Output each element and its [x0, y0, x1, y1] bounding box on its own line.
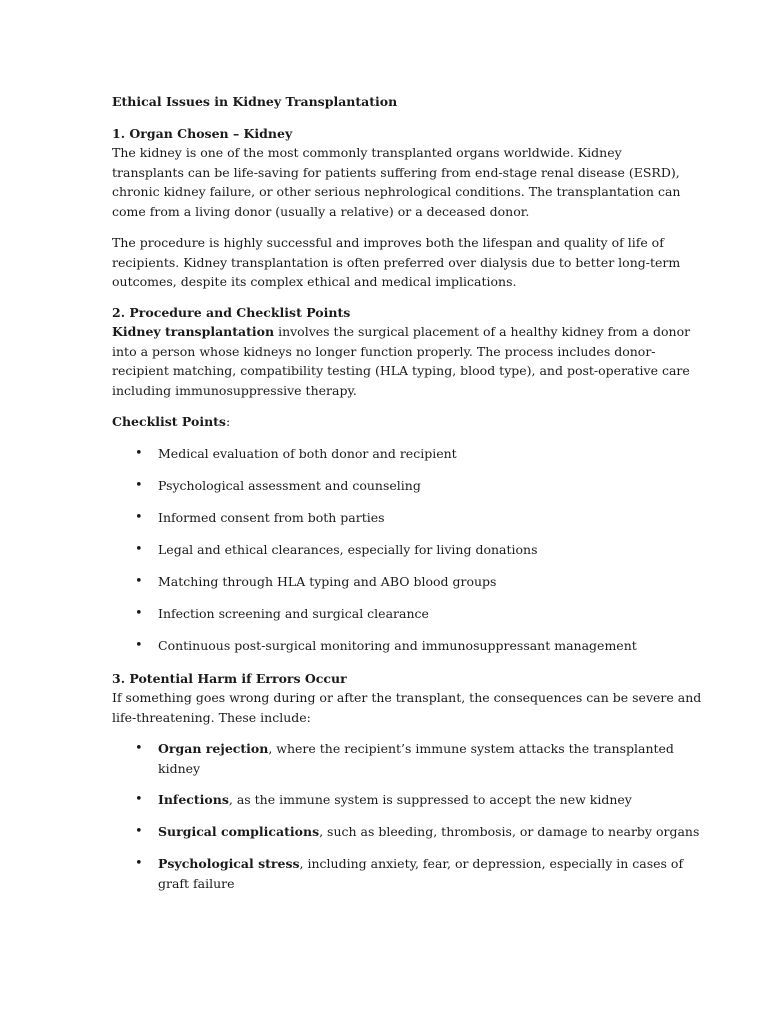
list-item: [135, 636, 658, 656]
bullet-icon: •: [135, 510, 143, 525]
list-item-text: Infection screening and surgical clearance: [158, 606, 429, 621]
list-item: [135, 444, 658, 464]
bullet-icon: •: [135, 792, 143, 807]
text-line: The procedure is highly successful and improves both the lifespan and quality of life of: [112, 235, 664, 250]
section-1-heading: 1. Organ Chosen – Kidney: [112, 126, 293, 141]
list-item-text: Medical evaluation of both donor and recipient: [158, 446, 457, 461]
section-1-paragraph-1: [112, 143, 681, 222]
text-line: recipients. Kidney transplantation is often preferred over dialysis due to better long-term: [112, 254, 681, 270]
text-line: [158, 790, 658, 810]
text-line: [158, 854, 684, 874]
bullet-icon: •: [135, 542, 143, 557]
list-item: [135, 739, 674, 778]
list-item: [135, 540, 658, 560]
text-line: kidney: [158, 760, 201, 776]
text-run: , as the immune system is suppressed to accept the new kidney: [228, 792, 632, 807]
text-line: life-threatening. These include:: [112, 709, 311, 725]
document-title: Ethical Issues in Kidney Transplantation: [112, 94, 398, 109]
list-item: [135, 508, 658, 528]
bullet-icon: •: [135, 574, 143, 589]
section-3-paragraph-1: [112, 688, 702, 727]
bold-term: Organ rejection: [158, 741, 269, 756]
list-item-text: Continuous post-surgical monitoring and immunosuppressant management: [158, 638, 637, 653]
text-line: recipient matching, compatibility testing (HLA typing, blood type), and post-operative care: [112, 363, 690, 379]
checklist-label: [112, 412, 652, 432]
text-line: [158, 739, 674, 759]
bold-term: Psychological stress: [158, 856, 300, 871]
bullet-icon: •: [135, 824, 143, 839]
list-item: [135, 476, 658, 496]
text-run: , including anxiety, fear, or depression, especially in cases of: [299, 856, 684, 871]
text-line: transplants can be life-saving for patients suffering from end-stage renal disease (ESRD),: [112, 164, 680, 180]
section-2-heading: 2. Procedure and Checklist Points: [112, 305, 351, 320]
bold-term: Surgical complications: [158, 824, 320, 839]
bullet-icon: •: [135, 606, 143, 621]
text-line: outcomes, despite its complex ethical and medical implications.: [112, 274, 517, 290]
bullet-icon: •: [135, 856, 143, 871]
checklist-label-text: Checklist Points: [112, 414, 226, 429]
text-line: including immunosuppressive therapy.: [112, 383, 357, 399]
bullet-icon: •: [135, 741, 143, 756]
text-line: graft failure: [158, 875, 235, 891]
list-item: [135, 854, 684, 893]
list-item: [135, 790, 658, 810]
text-run: involves the surgical placement of a healthy kidney from a donor: [274, 324, 691, 339]
text-line: come from a living donor (usually a relative) or a deceased donor.: [112, 204, 530, 220]
section-3-heading: 3. Potential Harm if Errors Occur: [112, 671, 347, 686]
list-item-text: Informed consent from both parties: [158, 510, 385, 525]
section-2-paragraph-1: [112, 322, 691, 401]
text-line: [112, 322, 691, 342]
list-item-text: Legal and ethical clearances, especially for living donations: [158, 542, 538, 557]
text-line: into a person whose kidneys no longer function properly. The process includes donor-: [112, 343, 656, 359]
list-item: [135, 572, 658, 592]
text-line: If something goes wrong during or after the transplant, the consequences can be severe and: [112, 690, 702, 705]
list-item: [135, 822, 700, 842]
text-line: chronic kidney failure, or other serious nephrological conditions. The transplantation can: [112, 184, 681, 200]
text-run: , such as bleeding, thrombosis, or damage to nearby organs: [319, 824, 700, 839]
bold-term: Kidney transplantation: [112, 324, 275, 339]
bold-term: Infections: [158, 792, 229, 807]
text-run: , where the recipient’s immune system attacks the transplanted: [268, 741, 674, 756]
text-line: The kidney is one of the most commonly transplanted organs worldwide. Kidney: [112, 145, 622, 160]
list-item-text: Psychological assessment and counseling: [158, 478, 421, 493]
list-item: [135, 604, 658, 624]
checklist-label-colon: :: [225, 414, 231, 429]
bullet-icon: •: [135, 478, 143, 493]
bullet-icon: •: [135, 446, 143, 461]
list-item-text: Matching through HLA typing and ABO blood groups: [158, 574, 497, 589]
bullet-icon: •: [135, 638, 143, 653]
section-1-paragraph-2: [112, 233, 681, 292]
text-line: [158, 822, 700, 842]
